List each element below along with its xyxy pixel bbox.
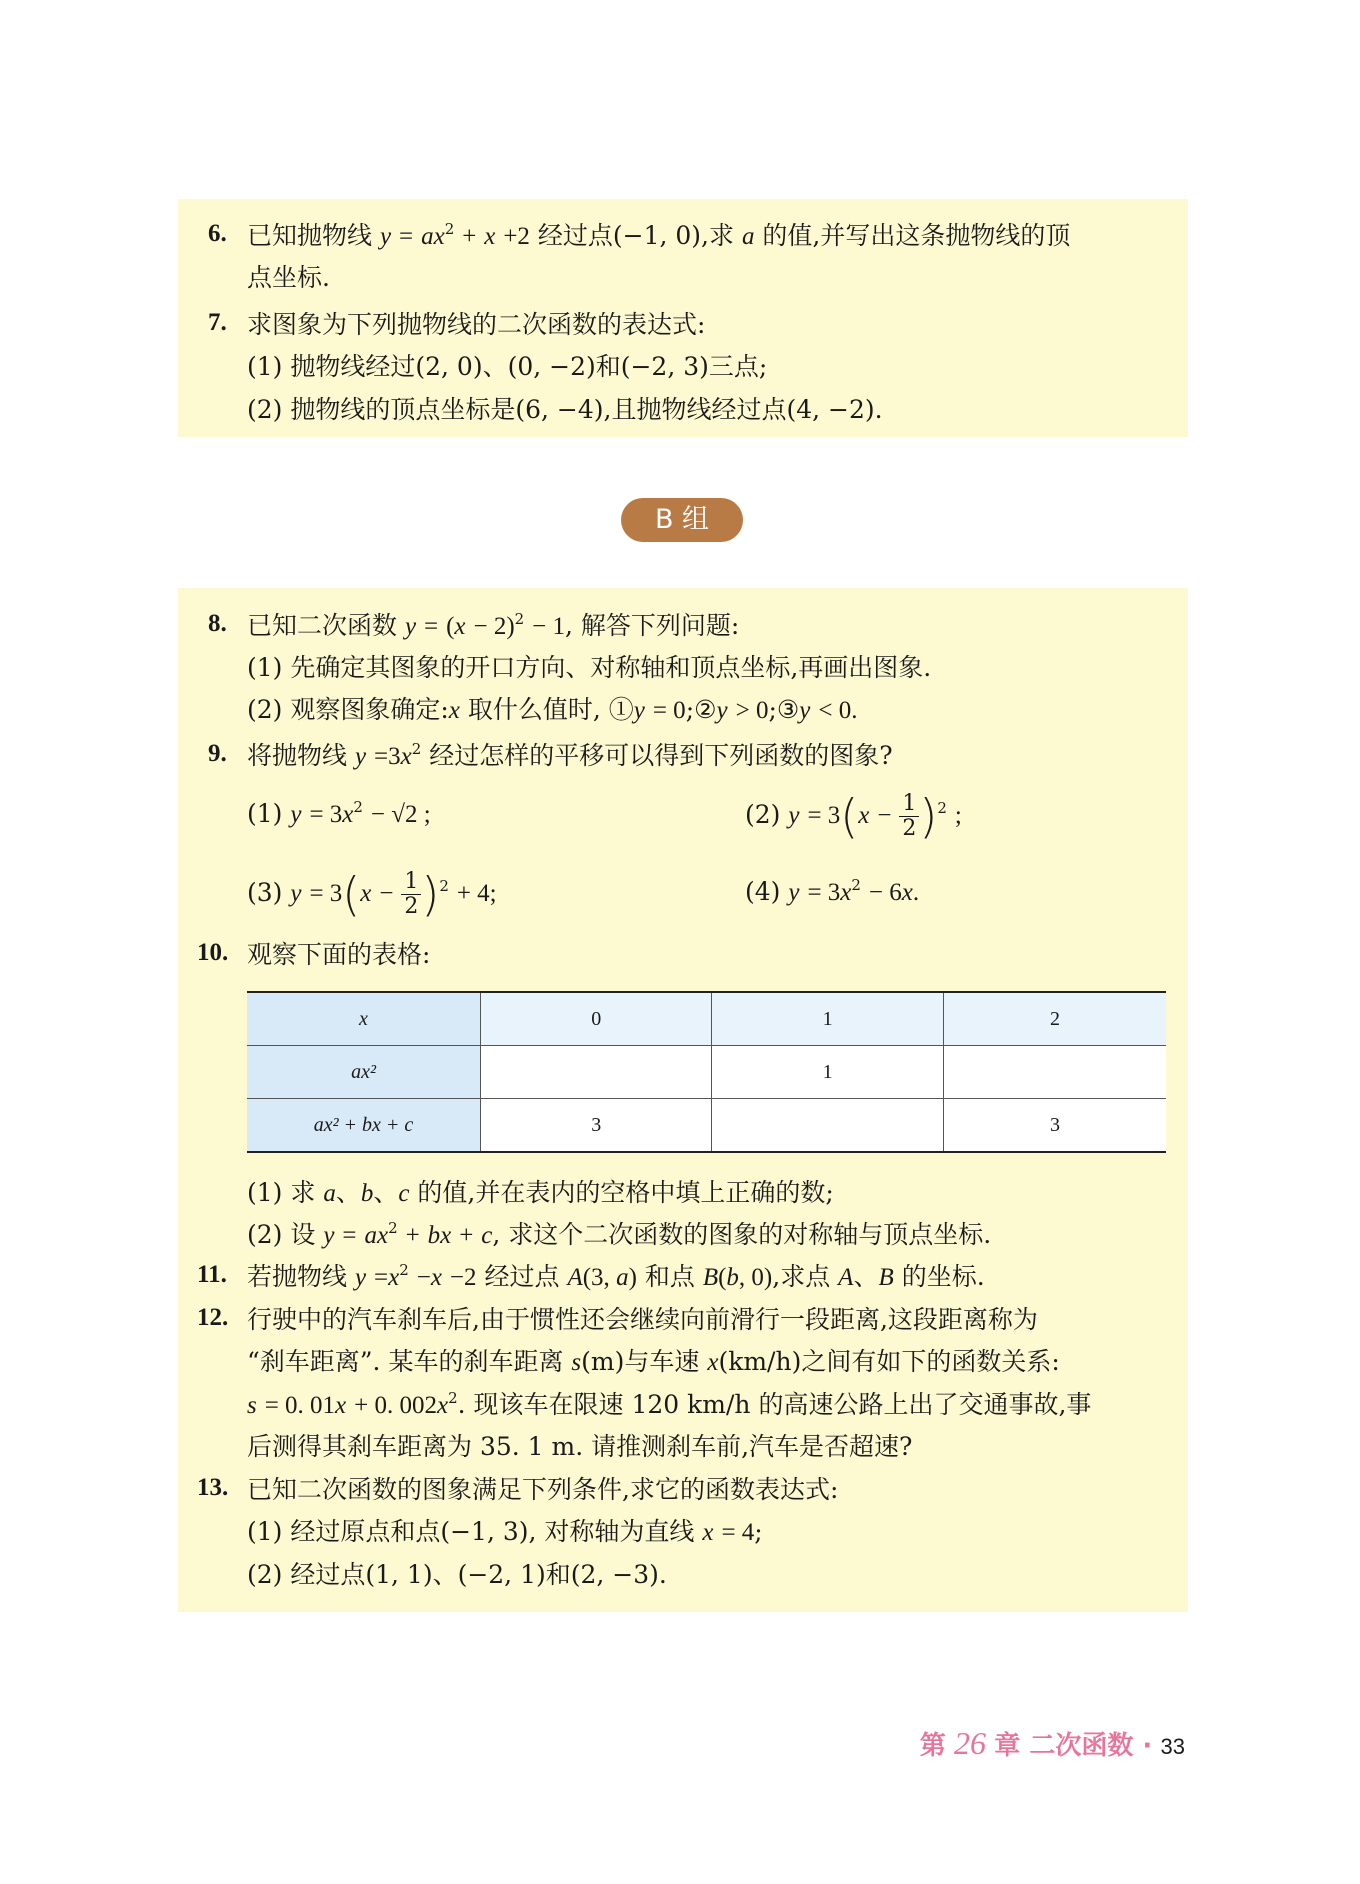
table-cell: 1 <box>712 992 943 1046</box>
table-cell: 1 <box>712 1046 943 1099</box>
problem-6-number: 6. <box>208 220 227 247</box>
problem-9-line-1: 将抛物线 $y =3x^2$ 经过怎样的平移可以得到下列函数的图象? <box>247 740 893 770</box>
problem-7-sub-2: (2) 抛物线的顶点坐标是(6, −4),且抛物线经过点(4, −2). <box>247 395 883 424</box>
chapter-number: 26 <box>954 1725 986 1761</box>
problem-11-line-1: 若抛物线 $y =x^2 -x -2$ 经过点 A(3, a) 和点 B(b, 0),求点 A、B 的坐标. <box>247 1261 985 1291</box>
problem-6-line-1: 已知抛物线 $y = ax^2 + x +2$ 经过点(−1, 0),求 a 的值,并写出这条抛物线的顶 <box>247 220 1071 250</box>
problem-10-sub-1: (1) 求 a、b、c 的值,并在表内的空格中填上正确的数; <box>247 1178 834 1207</box>
table-cell <box>481 1046 712 1099</box>
table-header-cell: ax² + bx + c <box>247 1099 481 1153</box>
problem-7-sub-1: (1) 抛物线经过(2, 0)、(0, −2)和(−2, 3)三点; <box>247 352 768 381</box>
problem-8-sub-1: (1) 先确定其图象的开口方向、对称轴和顶点坐标,再画出图象. <box>247 653 932 682</box>
page-number: 33 <box>1160 1734 1185 1759</box>
table-cell <box>943 1046 1166 1099</box>
table-cell: 0 <box>481 992 712 1046</box>
problem-12-line-4: 后测得其刹车距离为 35. 1 m. 请推测刹车前,汽车是否超速? <box>247 1432 913 1461</box>
chapter-prefix: 第 <box>919 1731 946 1761</box>
problem-12-line-3: s = 0. 01x + 0. $002x^2$. 现该车在限速 120 km/h 的高速公路上出了交通事故,事 <box>247 1389 1092 1419</box>
problem-9-sub-1: (1) $y = 3x^2 - √2$ ; <box>247 798 431 828</box>
problem-11-number: 11. <box>197 1261 227 1288</box>
table-row <box>247 1046 1166 1099</box>
table-cell: 3 <box>481 1099 712 1153</box>
problem-9-sub-2: (2) y = 3(x − $\frac{1}{2}$ )$^2$ ; <box>745 789 962 844</box>
problem-9-number: 9. <box>208 740 227 767</box>
problem-13-line-1: 已知二次函数的图象满足下列条件,求它的函数表达式: <box>247 1475 839 1504</box>
problem-13-sub-1: (1) 经过原点和点(−1, 3), 对称轴为直线 x = 4; <box>247 1517 763 1546</box>
problem-9-sub-4: (4) $y = 3x^2 - 6x$. <box>745 876 920 906</box>
problem-7-line-1: 求图象为下列抛物线的二次函数的表达式: <box>247 310 706 339</box>
problem-10-number: 10. <box>197 939 229 966</box>
table-cell: 2 <box>943 992 1166 1046</box>
table-header-cell: x <box>247 992 481 1046</box>
problem-10-line-1: 观察下面的表格: <box>247 940 431 969</box>
table-header-cell: ax² <box>247 1046 481 1099</box>
chapter-title: 章 二次函数 · <box>994 1731 1153 1761</box>
problem-8-number: 8. <box>208 610 227 637</box>
problem-6-line-2: 点坐标. <box>247 263 330 292</box>
problem-13-sub-2: (2) 经过点(1, 1)、(−2, 1)和(2, −3). <box>247 1560 667 1589</box>
value-table <box>247 991 1166 1153</box>
table-row <box>247 1099 1166 1153</box>
problem-8-line-1: 已知二次函数 $y = (x - 2)^2 - 1$, 解答下列问题: <box>247 610 740 640</box>
problem-12-line-2: “刹车距离”. 某车的刹车距离 s(m)与车速 x(km/h)之间有如下的函数关系: <box>247 1347 1060 1376</box>
problem-12-number: 12. <box>197 1304 229 1331</box>
problem-8-sub-2: (2) 观察图象确定:x 取什么值时, ①y = 0;②y > 0;③y < 0. <box>247 695 858 724</box>
problem-10-sub-2: (2) 设 $y = ax^2$ + bx + c, 求这个二次函数的图象的对称轴与顶点坐标. <box>247 1219 992 1249</box>
table-cell <box>712 1099 943 1153</box>
problem-7-number: 7. <box>208 309 227 336</box>
table-row <box>247 992 1166 1046</box>
table-cell: 3 <box>943 1099 1166 1153</box>
problem-12-line-1: 行驶中的汽车刹车后,由于惯性还会继续向前滑行一段距离,这段距离称为 <box>247 1305 1038 1334</box>
page-footer <box>920 1725 1185 1762</box>
problem-9-sub-3: (3) y = 3(x − $\frac{1}{2}$ )$^2$ + 4; <box>247 867 497 922</box>
problem-13-number: 13. <box>197 1474 229 1501</box>
group-b-badge: B 组 <box>621 498 743 542</box>
